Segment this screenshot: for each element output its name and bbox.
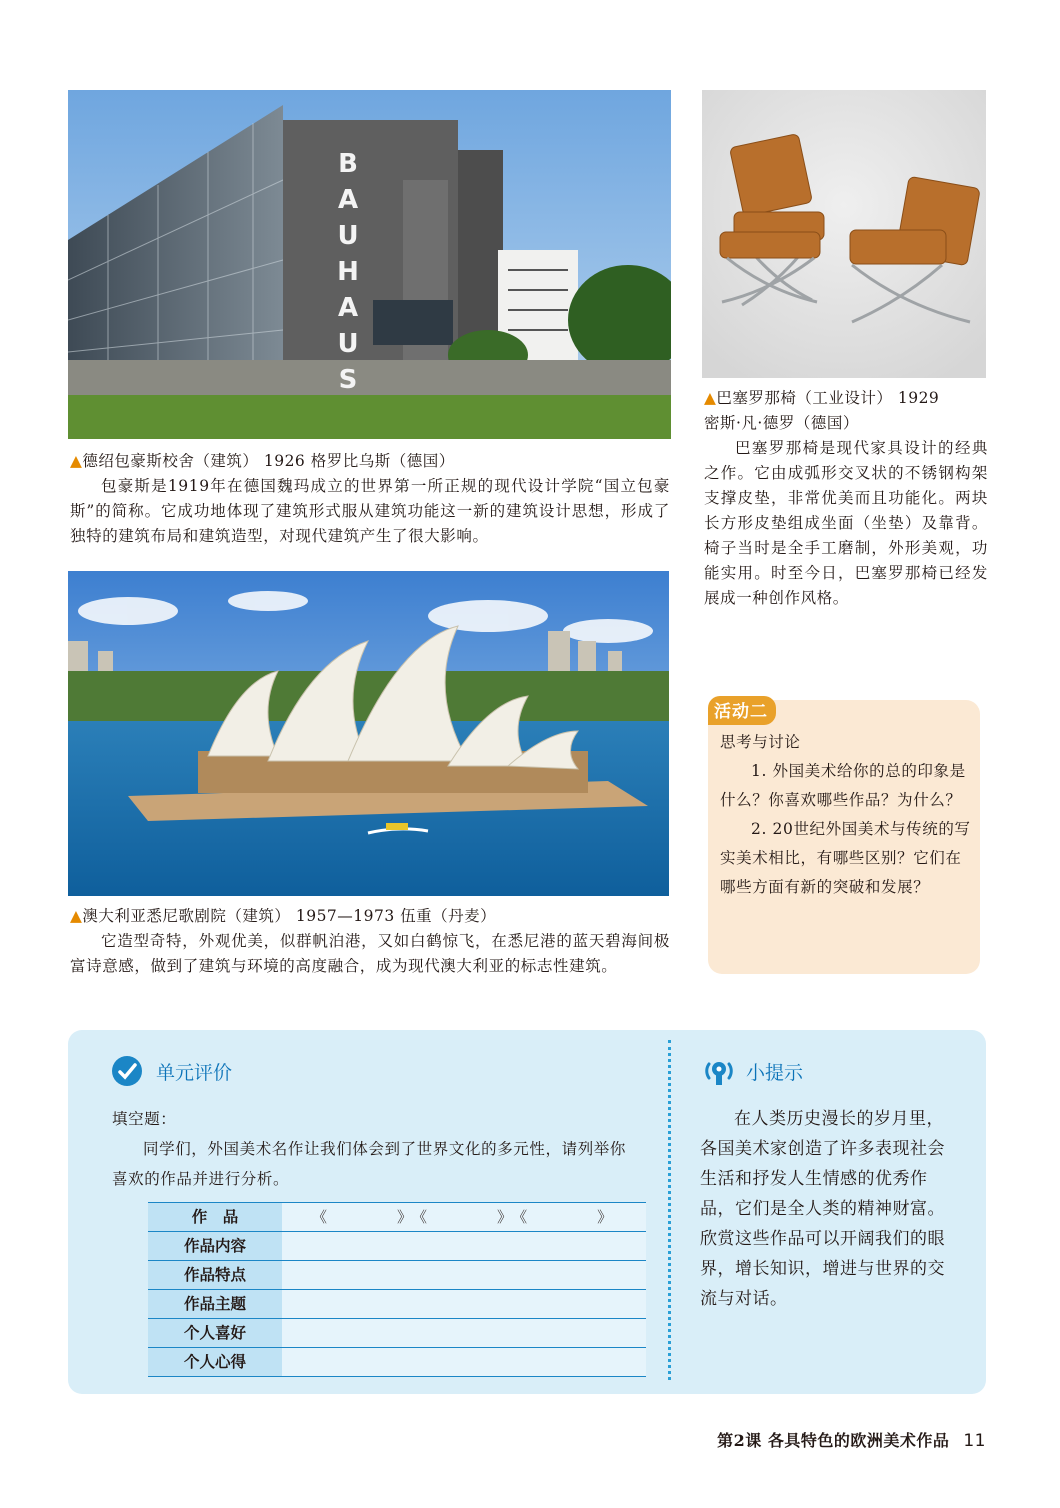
table-row-header: 作品特点 xyxy=(148,1261,282,1289)
tip-icon xyxy=(702,1054,736,1088)
table-row-header: 作品内容 xyxy=(148,1232,282,1260)
table-row xyxy=(148,1232,646,1261)
table-row xyxy=(148,1261,646,1290)
opera-house-description: 它造型奇特，外观优美，似群帆泊港，又如白鹤惊飞，在悉尼港的蓝天碧海间极富诗意感，做到了建筑与环境的高度融合，成为现代澳大利亚的标志性建筑。 xyxy=(70,932,670,975)
evaluation-prompt: 同学们，外国美术名作让我们体会到了世界文化的多元性，请列举你喜欢的作品并进行分析。 xyxy=(112,1140,627,1188)
panel-divider xyxy=(668,1040,671,1380)
answer-cell[interactable] xyxy=(282,1348,646,1376)
evaluation-table xyxy=(148,1202,646,1377)
answer-cell[interactable] xyxy=(282,1261,646,1289)
bauhaus-photo xyxy=(68,90,671,439)
activity-heading: 思考与讨论 xyxy=(720,733,801,751)
svg-text:S: S xyxy=(338,365,358,395)
chair-caption: ▲巴塞罗那椅（工业设计） 1929 密斯·凡·德罗（德国） xyxy=(704,389,940,432)
table-row xyxy=(148,1319,646,1348)
evaluation-title: 单元评价 xyxy=(156,1062,233,1084)
answer-cell[interactable] xyxy=(282,1232,646,1260)
sydney-opera-house-photo xyxy=(68,571,669,896)
table-row-header: 个人心得 xyxy=(148,1348,282,1376)
evaluation-icon xyxy=(112,1056,142,1086)
evaluation-panel xyxy=(68,1030,986,1394)
table-row xyxy=(148,1348,646,1377)
tip-title: 小提示 xyxy=(746,1062,804,1084)
svg-text:U: U xyxy=(337,221,359,251)
svg-text:H: H xyxy=(337,257,359,287)
barcelona-chair-photo xyxy=(702,90,986,378)
table-row-header: 个人喜好 xyxy=(148,1319,282,1347)
work-title-cell[interactable]: 《 》 《 》 《 》 xyxy=(282,1203,646,1231)
table-row xyxy=(148,1203,646,1232)
page-footer xyxy=(717,1428,986,1451)
table-row-header: 作 品 xyxy=(148,1203,282,1231)
answer-cell[interactable] xyxy=(282,1319,646,1347)
chair-description: 巴塞罗那椅是现代家具设计的经典之作。它由成弧形交叉状的不锈钢构架支撑皮垫，非常优美而且功能化。两块长方形皮垫组成坐面（坐垫）及靠背。椅子当时是全手工磨制，外形美观，功能实用。时至今日，巴塞罗那椅已经发展成一种创作风格。 xyxy=(704,439,988,607)
svg-text:U: U xyxy=(337,329,359,359)
tip-text: 在人类历史漫长的岁月里，各国美术家创造了许多表现社会生活和抒发人生情感的优秀作品，它们是全人类的精神财富。欣赏这些作品可以开阔我们的眼界，增长知识，增进与世界的交流与对话。 xyxy=(700,1109,945,1309)
svg-text:A: A xyxy=(337,185,359,215)
table-row xyxy=(148,1290,646,1319)
bauhaus-sign-letter: B xyxy=(338,149,358,179)
table-row-header: 作品主题 xyxy=(148,1290,282,1318)
evaluation-label: 填空题： xyxy=(112,1110,177,1128)
svg-text:A: A xyxy=(337,293,359,323)
page-number: 11 xyxy=(963,1431,986,1451)
bauhaus-caption: ▲德绍包豪斯校舍（建筑） 1926 格罗比乌斯（德国） xyxy=(70,452,455,470)
opera-house-caption: ▲澳大利亚悉尼歌剧院（建筑） 1957—1973 伍重（丹麦） xyxy=(70,907,497,925)
activity-question-1: 1. 外国美术给你的总的印象是什么？你喜欢哪些作品？为什么？ xyxy=(720,762,966,809)
bauhaus-description: 包豪斯是1919年在德国魏玛成立的世界第一所正规的现代设计学院“国立包豪斯”的简称。它成功地体现了建筑形式服从建筑功能这一新的建筑设计思想，形成了独特的建筑布局和建筑造型，对现代建筑产生了很大影响。 xyxy=(70,477,670,545)
activity-question-2: 2. 20世纪外国美术与传统的写实美术相比，有哪些区别？它们在哪些方面有新的突破和发展？ xyxy=(720,820,971,896)
lesson-title: 第2课 各具特色的欧洲美术作品 xyxy=(717,1431,950,1450)
answer-cell[interactable] xyxy=(282,1290,646,1318)
activity-box xyxy=(708,700,980,974)
activity-tag: 活动二 xyxy=(708,696,776,725)
